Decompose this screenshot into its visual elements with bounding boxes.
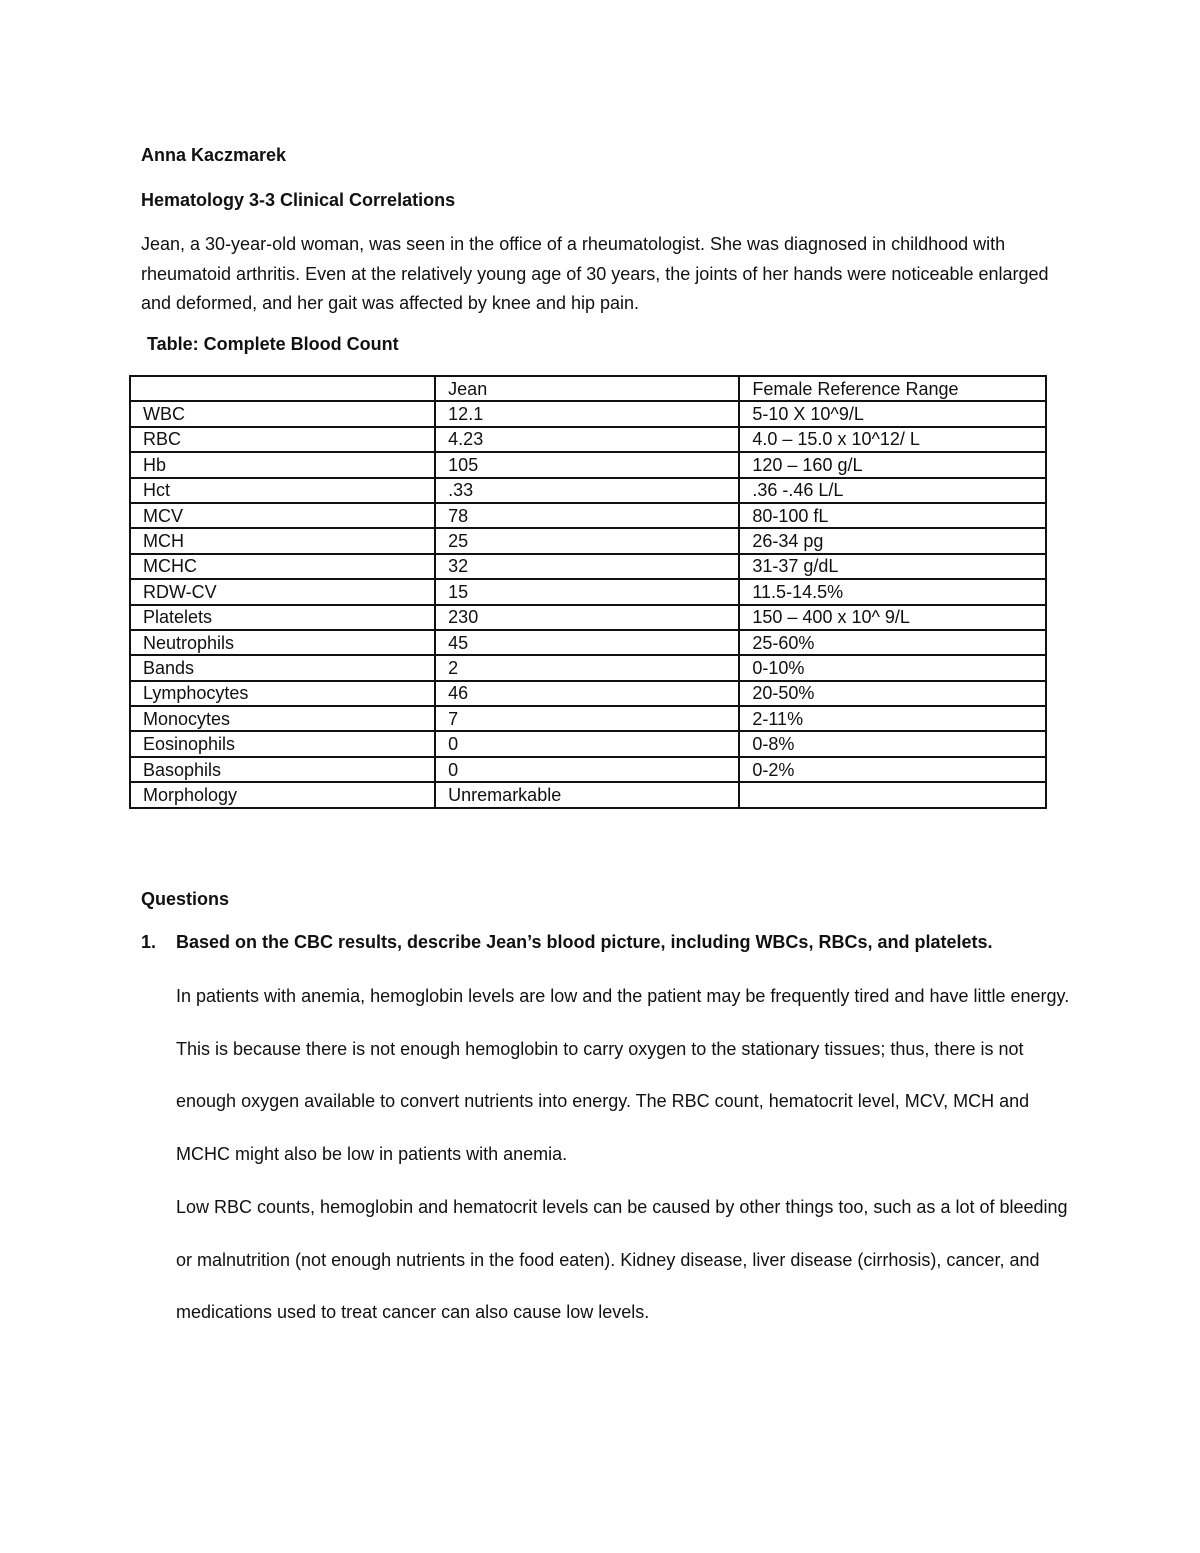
reference-range-cell: 80-100 fL <box>739 503 1046 528</box>
test-name-cell: Morphology <box>130 782 435 807</box>
patient-value-cell: 7 <box>435 706 739 731</box>
patient-value-cell: 0 <box>435 757 739 782</box>
table-row <box>130 681 1046 706</box>
test-name-cell: Neutrophils <box>130 630 435 655</box>
reference-range-cell: 0-8% <box>739 731 1046 756</box>
table-row <box>130 605 1046 630</box>
test-name-cell: WBC <box>130 401 435 426</box>
author-name: Anna Kaczmarek <box>141 145 287 165</box>
header-cell-jean: Jean <box>435 376 739 401</box>
patient-value-cell: 4.23 <box>435 427 739 452</box>
patient-value-cell: 45 <box>435 630 739 655</box>
reference-range-cell: 120 – 160 g/L <box>739 452 1046 477</box>
answer-paragraph-2: Low RBC counts, hemoglobin and hematocrit levels can be caused by other things too, such as a lot of bleeding or malnutrition (not enough nutrients in the food eaten). Kidney disease, liver disease (cirrhosis), cancer, and medications used to treat cancer can also cause low levels. <box>176 1197 1068 1322</box>
reference-range-cell: 4.0 – 15.0 x 10^12/ L <box>739 427 1046 452</box>
reference-range-cell: .36 -.46 L/L <box>739 478 1046 503</box>
test-name-cell: Platelets <box>130 605 435 630</box>
test-name-cell: Lymphocytes <box>130 681 435 706</box>
table-row <box>130 630 1046 655</box>
answer-paragraph-1: In patients with anemia, hemoglobin levels are low and the patient may be frequently tired and have little energy. This is because there is not enough hemoglobin to carry oxygen to the stationary tissues; thus, there is not enough oxygen available to convert nutrients into energy. The RBC count, hematocrit level, MCV, MCH and MCHC might also be low in patients with anemia. <box>176 986 1070 1164</box>
patient-value-cell: 78 <box>435 503 739 528</box>
test-name-cell: Monocytes <box>130 706 435 731</box>
questions-heading: Questions <box>141 889 230 909</box>
patient-value-cell: 32 <box>435 554 739 579</box>
reference-range-cell: 0-10% <box>739 655 1046 680</box>
table-row <box>130 782 1046 807</box>
table-header-row <box>130 376 1046 401</box>
test-name-cell: Basophils <box>130 757 435 782</box>
question-text: Based on the CBC results, describe Jean’s blood picture, including WBCs, RBCs, and platelets. <box>176 932 993 952</box>
test-name-cell: MCV <box>130 503 435 528</box>
reference-range-cell: 5-10 X 10^9/L <box>739 401 1046 426</box>
table-row <box>130 554 1046 579</box>
patient-value-cell: 2 <box>435 655 739 680</box>
table-row <box>130 579 1046 604</box>
test-name-cell: Bands <box>130 655 435 680</box>
patient-value-cell: Unremarkable <box>435 782 739 807</box>
test-name-cell: Hb <box>130 452 435 477</box>
table-row <box>130 528 1046 553</box>
patient-value-cell: .33 <box>435 478 739 503</box>
reference-range-cell: 20-50% <box>739 681 1046 706</box>
patient-value-cell: 0 <box>435 731 739 756</box>
document-title: Hematology 3-3 Clinical Correlations <box>141 190 456 210</box>
table-row <box>130 427 1046 452</box>
test-name-cell: RDW-CV <box>130 579 435 604</box>
patient-value-cell: 15 <box>435 579 739 604</box>
table-row <box>130 757 1046 782</box>
reference-range-cell: 2-11% <box>739 706 1046 731</box>
reference-range-cell: 26-34 pg <box>739 528 1046 553</box>
case-description: Jean, a 30-year-old woman, was seen in the office of a rheumatologist. She was diagnosed in childhood with rheumatoid arthritis. Even at the relatively young age of 30 years, the joints of her hands were noticeable enlarged and deformed, and her gait was affected by knee and hip pain. <box>141 234 1049 313</box>
test-name-cell: MCHC <box>130 554 435 579</box>
header-cell-reference: Female Reference Range <box>739 376 1046 401</box>
table-row <box>130 731 1046 756</box>
reference-range-cell: 31-37 g/dL <box>739 554 1046 579</box>
patient-value-cell: 230 <box>435 605 739 630</box>
patient-value-cell: 105 <box>435 452 739 477</box>
header-cell-blank <box>130 376 435 401</box>
reference-range-cell: 150 – 400 x 10^ 9/L <box>739 605 1046 630</box>
table-row <box>130 478 1046 503</box>
table-row <box>130 503 1046 528</box>
reference-range-cell: 0-2% <box>739 757 1046 782</box>
table-row <box>130 452 1046 477</box>
question-1 <box>141 932 1101 953</box>
table-row <box>130 401 1046 426</box>
test-name-cell: Eosinophils <box>130 731 435 756</box>
patient-value-cell: 46 <box>435 681 739 706</box>
reference-range-cell: 11.5-14.5% <box>739 579 1046 604</box>
test-name-cell: MCH <box>130 528 435 553</box>
test-name-cell: RBC <box>130 427 435 452</box>
patient-value-cell: 25 <box>435 528 739 553</box>
test-name-cell: Hct <box>130 478 435 503</box>
reference-range-cell <box>739 782 1046 807</box>
reference-range-cell: 25-60% <box>739 630 1046 655</box>
patient-value-cell: 12.1 <box>435 401 739 426</box>
table-row <box>130 655 1046 680</box>
cbc-table <box>129 375 1047 809</box>
question-number: 1. <box>141 932 157 952</box>
table-row <box>130 706 1046 731</box>
table-caption: Table: Complete Blood Count <box>147 334 399 354</box>
